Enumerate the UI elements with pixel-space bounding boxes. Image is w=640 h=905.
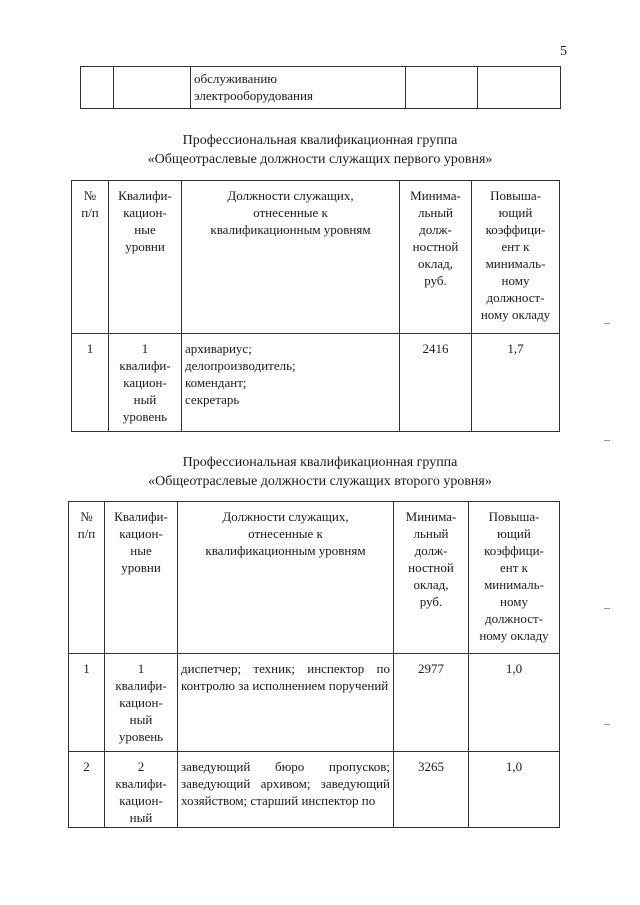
section2-caption-line2: «Общеотраслевые должности служащих второго уровня» <box>148 474 492 489</box>
header-level: Квалифи- кацион- ные уровни <box>109 181 182 334</box>
table-header-row <box>69 502 560 654</box>
section2-caption <box>70 453 570 491</box>
cell-level: 2 квалифи- кацион- ный <box>105 752 178 828</box>
table-header-row <box>72 181 560 334</box>
cell-positions: диспетчер; техник; инспектор по контролю за исполнением поручений <box>178 654 394 752</box>
cell-salary: 2977 <box>394 654 469 752</box>
cell-num: 2 <box>69 752 105 828</box>
header-coef: Повыша- ющий коэффици- ент к минималь- ному должност- ному окладу <box>472 181 560 334</box>
scan-margin-mark <box>604 440 610 441</box>
scan-margin-mark <box>604 323 610 324</box>
cell-level: 1 квалифи- кацион- ный уровень <box>105 654 178 752</box>
cell-num <box>81 67 114 109</box>
cell-coef: 1,0 <box>469 752 560 828</box>
header-salary: Минима- льный долж- ностной оклад, руб. <box>394 502 469 654</box>
header-num: № п/п <box>69 502 105 654</box>
cell-coef <box>478 67 561 109</box>
section1-caption <box>70 131 570 169</box>
scan-margin-mark <box>604 724 610 725</box>
section2-caption-line1: Профессиональная квалификационная группа <box>182 455 458 470</box>
top-fragment-table <box>80 66 561 109</box>
cell-positions: обслуживанию электрооборудования <box>191 67 406 109</box>
header-coef: Повыша- ющий коэффици- ент к минималь- ному должност- ному окладу <box>469 502 560 654</box>
table-row <box>81 67 561 109</box>
cell-salary: 3265 <box>394 752 469 828</box>
header-num: № п/п <box>72 181 109 334</box>
header-level: Квалифи- кацион- ные уровни <box>105 502 178 654</box>
cell-positions: архивариус; делопроизводитель; комендант; секретарь <box>182 334 400 432</box>
table-row <box>72 334 560 432</box>
section1-caption-line1: Профессиональная квалификационная группа <box>182 133 458 148</box>
section1-caption-line2: «Общеотраслевые должности служащих первого уровня» <box>147 152 493 167</box>
header-positions: Должности служащих, отнесенные к квалификационным уровням <box>178 502 394 654</box>
header-salary: Минима- льный долж- ностной оклад, руб. <box>400 181 472 334</box>
cell-level <box>114 67 191 109</box>
cell-coef: 1,7 <box>472 334 560 432</box>
cell-salary <box>406 67 478 109</box>
section1-table <box>71 180 560 432</box>
cell-num: 1 <box>69 654 105 752</box>
page-number: 5 <box>560 44 567 59</box>
header-positions: Должности служащих, отнесенные к квалификационным уровням <box>182 181 400 334</box>
cell-positions: заведующий бюро пропусков; заведующий архивом; заведующий хозяйством; старший инспектор по <box>178 752 394 828</box>
scan-margin-mark <box>604 608 610 609</box>
cell-coef: 1,0 <box>469 654 560 752</box>
cell-salary: 2416 <box>400 334 472 432</box>
cell-num: 1 <box>72 334 109 432</box>
cell-level: 1 квалифи- кацион- ный уровень <box>109 334 182 432</box>
table-row <box>69 752 560 828</box>
section2-table <box>68 501 560 828</box>
table-row <box>69 654 560 752</box>
